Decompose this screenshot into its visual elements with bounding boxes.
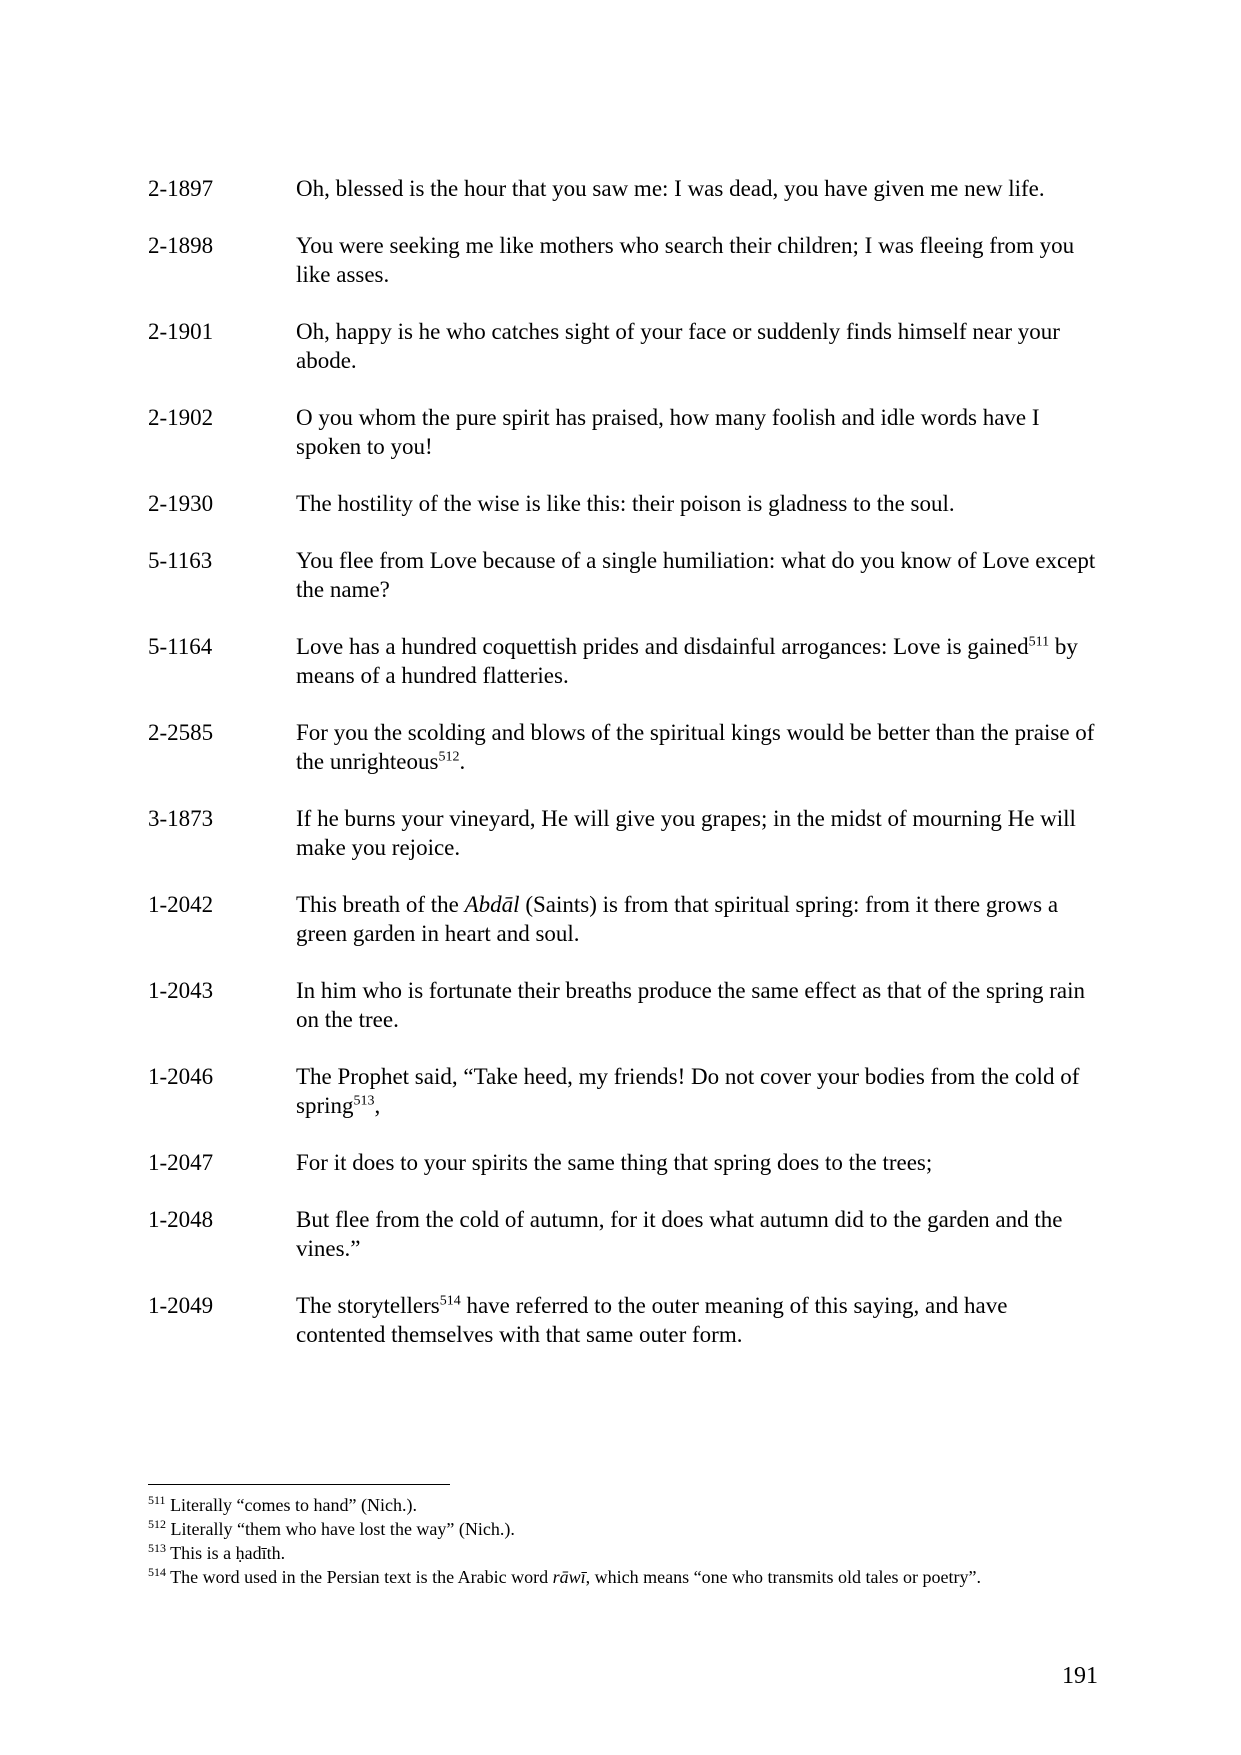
- verse-item: [148, 632, 1098, 690]
- footnote-marker[interactable]: 513: [353, 1093, 375, 1109]
- footnote-text: This is a ḥadīth.: [166, 1543, 286, 1563]
- footnote-item: [148, 1565, 1098, 1589]
- verse-text: [296, 1062, 1098, 1120]
- footnote-marker[interactable]: 512: [438, 749, 460, 765]
- verse-item: [148, 174, 1098, 203]
- verse-text-part: .: [459, 749, 466, 774]
- verse-text: [296, 1291, 1098, 1349]
- verse-reference: 1-2046: [148, 1064, 214, 1089]
- verse-item: [148, 718, 1098, 776]
- footnote-separator: [148, 1484, 450, 1485]
- verse-text-part: have referred to the outer meaning of this saying, and have contented themselves with that same outer form.: [296, 1293, 1008, 1347]
- verse-text: If he burns your vineyard, He will give you grapes; in the midst of mourning He will make you rejoice.: [296, 806, 1076, 860]
- verse-reference: 2-2585: [148, 720, 214, 745]
- verse-text: Oh, happy is he who catches sight of your face or suddenly finds himself near your abode.: [296, 319, 1060, 373]
- verse-text-part: The Prophet said, “Take heed, my friends! Do not cover your bodies from the cold of spring: [296, 1064, 1080, 1118]
- verse-reference: 1-2048: [148, 1207, 214, 1232]
- verse-reference: 2-1897: [148, 176, 214, 201]
- footnote-number: 511: [148, 1493, 166, 1507]
- verse-item: [148, 1205, 1098, 1263]
- verse-reference: 3-1873: [148, 806, 214, 831]
- footnote-text: , which means “one who transmits old tales or poetry”.: [585, 1567, 982, 1587]
- verse-text: [296, 890, 1098, 948]
- verse-item: [148, 804, 1098, 862]
- verse-text-part: Love has a hundred coquettish prides and disdainful arrogances: Love is gained: [296, 634, 1029, 659]
- verse-text: The hostility of the wise is like this: their poison is gladness to the soul.: [296, 491, 955, 516]
- footnote-text: Literally “them who have lost the way” (Nich.).: [166, 1519, 515, 1539]
- verse-item: [148, 403, 1098, 461]
- verse-list: [148, 174, 1098, 1377]
- verse-text: O you whom the pure spirit has praised, how many foolish and idle words have I spoken to you!: [296, 405, 1040, 459]
- verse-item: [148, 1148, 1098, 1177]
- verse-text: [296, 632, 1098, 690]
- verse-text: You flee from Love because of a single humiliation: what do you know of Love except the name?: [296, 548, 1096, 602]
- italic-term: Abdāl: [464, 892, 520, 917]
- verse-text-part: The storytellers: [296, 1293, 440, 1318]
- verse-item: [148, 317, 1098, 375]
- verse-text-part: This breath of the: [296, 892, 465, 917]
- verse-item: [148, 231, 1098, 289]
- verse-text: For it does to your spirits the same thing that spring does to the trees;: [296, 1150, 933, 1175]
- verse-item: [148, 489, 1098, 518]
- verse-reference: 1-2043: [148, 978, 214, 1003]
- verse-text-part: by means of a hundred flatteries.: [296, 634, 1078, 688]
- verse-reference: 2-1901: [148, 319, 214, 344]
- footnote-text: Literally “comes to hand” (Nich.).: [165, 1495, 417, 1515]
- footnote-item: [148, 1493, 1098, 1517]
- footnote-text: The word used in the Persian text is the Arabic word: [166, 1567, 553, 1587]
- footnote-item: [148, 1541, 1098, 1565]
- verse-reference: 5-1164: [148, 634, 213, 659]
- footnote-number: 512: [148, 1517, 166, 1531]
- verse-item: [148, 546, 1098, 604]
- verse-text: [296, 718, 1098, 776]
- verse-text-part: ,: [374, 1093, 381, 1118]
- italic-term: rāwī: [552, 1567, 586, 1587]
- verse-text-part: For you the scolding and blows of the spiritual kings would be better than the praise of the unrighteous: [296, 720, 1095, 774]
- footnote-marker[interactable]: 511: [1028, 634, 1050, 650]
- verse-item: [148, 976, 1098, 1034]
- verse-reference: 5-1163: [148, 548, 213, 573]
- verse-text: Oh, blessed is the hour that you saw me: I was dead, you have given me new life.: [296, 176, 1045, 201]
- verse-reference: 2-1930: [148, 491, 214, 516]
- verse-text: In him who is fortunate their breaths produce the same effect as that of the spring rain on the tree.: [296, 978, 1085, 1032]
- footnote-item: [148, 1517, 1098, 1541]
- verse-text: You were seeking me like mothers who search their children; I was fleeing from you like asses.: [296, 233, 1075, 287]
- verse-reference: 1-2047: [148, 1150, 214, 1175]
- page-number: 191: [1062, 1663, 1098, 1689]
- verse-item: [148, 1062, 1098, 1120]
- verse-item: [148, 890, 1098, 948]
- footnotes: [148, 1493, 1098, 1589]
- footnote-number: 513: [148, 1541, 166, 1555]
- verse-text: But flee from the cold of autumn, for it does what autumn did to the garden and the vines.”: [296, 1207, 1063, 1261]
- footnote-number: 514: [148, 1565, 166, 1579]
- verse-reference: 1-2049: [148, 1293, 214, 1318]
- footnote-marker[interactable]: 514: [439, 1293, 461, 1309]
- verse-reference: 2-1902: [148, 405, 214, 430]
- verse-reference: 1-2042: [148, 892, 214, 917]
- verse-reference: 2-1898: [148, 233, 214, 258]
- verse-text-part: (Saints) is from that spiritual spring: from it there grows a green garden in heart and soul.: [296, 892, 1059, 946]
- verse-item: [148, 1291, 1098, 1349]
